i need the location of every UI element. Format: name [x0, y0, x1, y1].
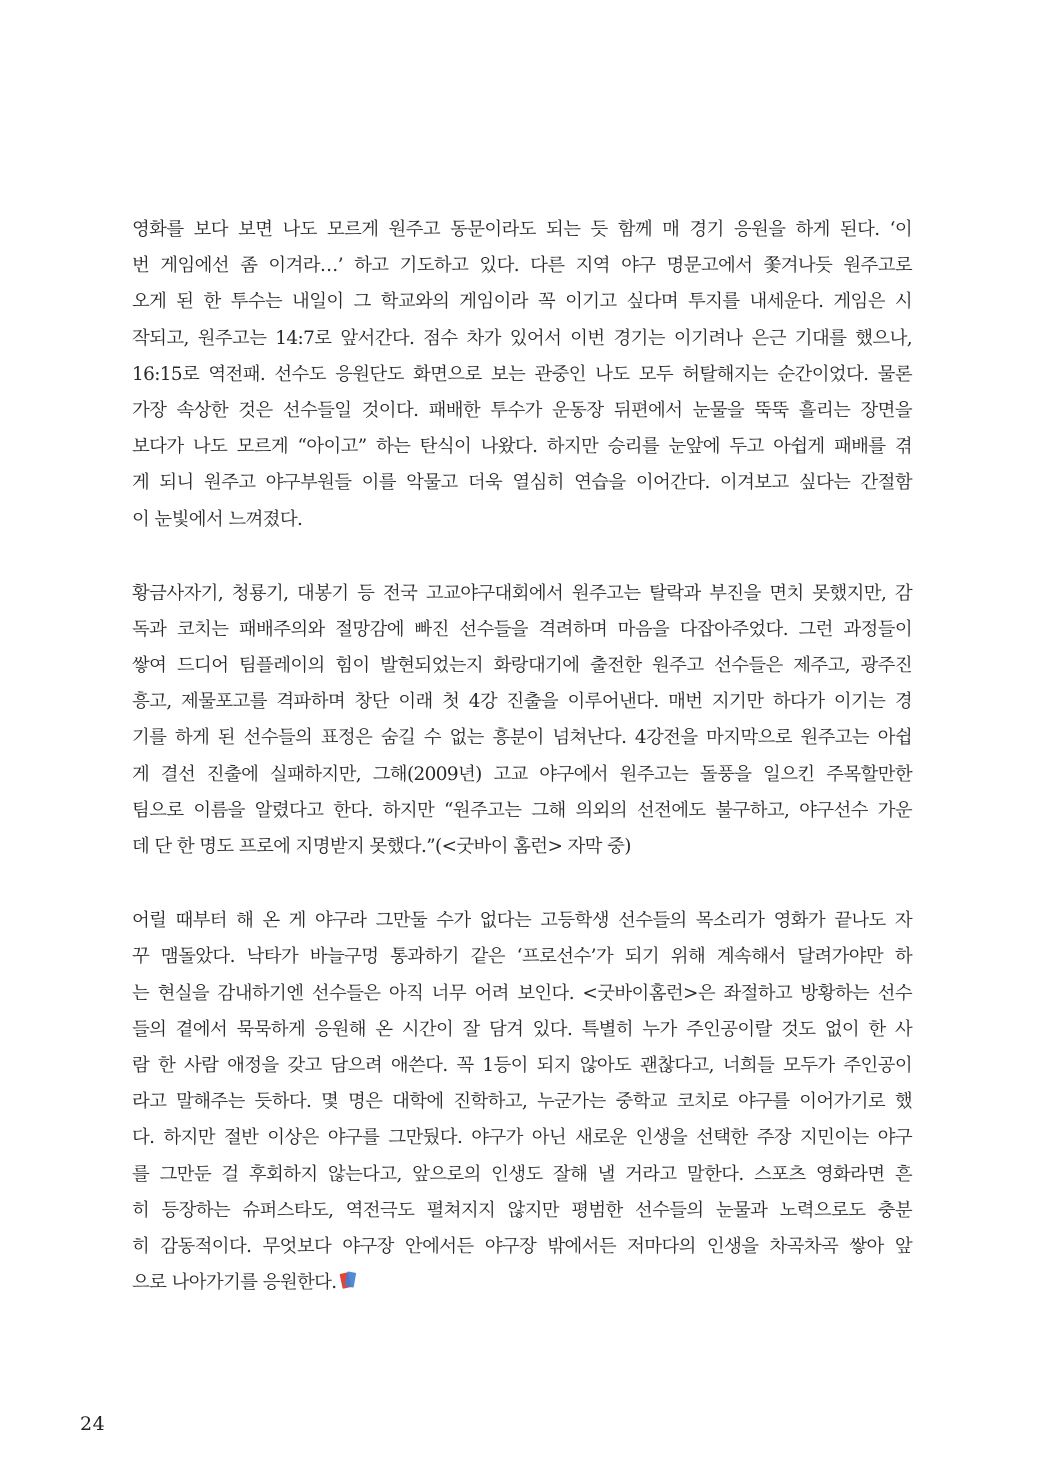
text-line: 는 현실을 감내하기엔 선수들은 아직 너무 어려 보인다. <굿바이홈런>은 좌절하고 방황하는 선수	[132, 982, 912, 1004]
text-line: 히 등장하는 슈퍼스타도, 역전극도 펼쳐지지 않지만 평범한 선수들의 눈물과 노력으로도 충분	[132, 1199, 912, 1221]
text-line: 기를 하게 된 선수들의 표정은 숨길 수 없는 흥분이 넘쳐난다. 4강전을 마지막으로 원주고는 아쉽	[132, 727, 912, 749]
text-line: 꾸 맴돌았다. 낙타가 바늘구멍 통과하기 같은 ‘프로선수’가 되기 위해 계속해서 달려가야만 하	[132, 946, 912, 968]
text-line-final	[132, 1265, 912, 1301]
text-line: 영화를 보다 보면 나도 모르게 원주고 동문이라도 되는 듯 함께 매 경기 응원을 하게 된다. ‘이	[132, 219, 912, 240]
text-line: 오게 된 한 투수는 내일이 그 학교와의 게임이라 꼭 이기고 싶다며 투지를 내세운다. 게임은 시	[132, 291, 912, 313]
text-line: 어릴 때부터 해 온 게 야구라 그만둘 수가 없다는 고등학생 선수들의 목소리가 영화가 끝나도 자	[132, 910, 912, 932]
text-line: 게 되니 원주고 야구부원들 이를 악물고 더욱 열심히 연습을 이어간다. 이겨보고 싶다는 간절함	[132, 472, 912, 494]
text-line: 흥고, 제물포고를 격파하며 창단 이래 첫 4강 진출을 이루어낸다. 매번 지기만 하다가 이기는 경	[132, 691, 912, 713]
article-body	[132, 212, 912, 1339]
cards-end-mark-icon	[341, 1271, 355, 1291]
text-line: 데 단 한 명도 프로에 지명받지 못했다.”(<굿바이 홈런> 자막 중)	[132, 836, 631, 857]
text-line: 쌓여 드디어 팀플레이의 힘이 발현되었는지 화랑대기에 출전한 원주고 선수들은 제주고, 광주진	[132, 655, 912, 677]
text-line: 게 결선 진출에 실패하지만, 그해(2009년) 고교 야구에서 원주고는 돌풍을 일으킨 주목할만한	[132, 763, 912, 785]
text-line: 이 눈빛에서 느껴졌다.	[132, 508, 303, 530]
blue-card-shape	[344, 1271, 355, 1287]
text-line: 번 게임에선 좀 이겨라…’ 하고 기도하고 있다. 다른 지역 야구 명문고에서 쫓겨나듯 원주고로	[132, 255, 912, 277]
text-line: 황금사자기, 청룡기, 대봉기 등 전국 고교야구대회에서 원주고는 탈락과 부진을 면치 못했지만, 감	[132, 582, 912, 604]
text-line: 보다가 나도 모르게 “아이고” 하는 탄식이 나왔다. 하지만 승리를 눈앞에 두고 아쉽게 패배를 겪	[132, 436, 912, 458]
text-line: 다. 하지만 절반 이상은 야구를 그만뒀다. 야구가 아닌 새로운 인생을 선택한 주장 지민이는 야구	[132, 1127, 912, 1149]
paragraph-1	[132, 212, 912, 538]
text-line: 작되고, 원주고는 14:7로 앞서간다. 점수 차가 있어서 이번 경기는 이기려나 은근 기대를 했으나,	[132, 327, 912, 349]
paragraph-3	[132, 903, 912, 1301]
text-line: 히 감동적이다. 무엇보다 야구장 안에서든 야구장 밖에서든 저마다의 인생을 차곡차곡 쌓아 앞	[132, 1235, 912, 1257]
text-line: 가장 속상한 것은 선수들일 것이다. 패배한 투수가 운동장 뒤편에서 눈물을 뚝뚝 흘리는 장면을	[132, 399, 912, 421]
final-sentence: 으로 나아가기를 응원한다.	[132, 1272, 337, 1294]
text-line: 들의 곁에서 묵묵하게 응원해 온 시간이 잘 담겨 있다. 특별히 누가 주인공이랄 것도 없이 한 사	[132, 1018, 912, 1040]
text-line: 16:15로 역전패. 선수도 응원단도 화면으로 보는 관중인 나도 모두 허탈해지는 순간이었다. 물론	[132, 363, 912, 385]
text-line: 라고 말해주는 듯하다. 몇 명은 대학에 진학하고, 누군가는 중학교 코치로 야구를 이어가기로 했	[132, 1091, 912, 1113]
text-line: 독과 코치는 패배주의와 절망감에 빠진 선수들을 격려하며 마음을 다잡아주었다. 그런 과정들이	[132, 618, 912, 640]
text-line: 람 한 사람 애정을 갖고 담으려 애쓴다. 꼭 1등이 되지 않아도 괜찮다고, 너희들 모두가 주인공이	[132, 1054, 912, 1076]
text-line: 를 그만둔 걸 후회하지 않는다고, 앞으로의 인생도 잘해 낼 거라고 말한다. 스포츠 영화라면 흔	[132, 1163, 912, 1185]
page-number: 24	[80, 1413, 106, 1435]
text-line: 팀으로 이름을 알렸다고 한다. 하지만 “원주고는 그해 의외의 선전에도 불구하고, 야구선수 가운	[132, 799, 912, 821]
paragraph-2	[132, 576, 912, 866]
